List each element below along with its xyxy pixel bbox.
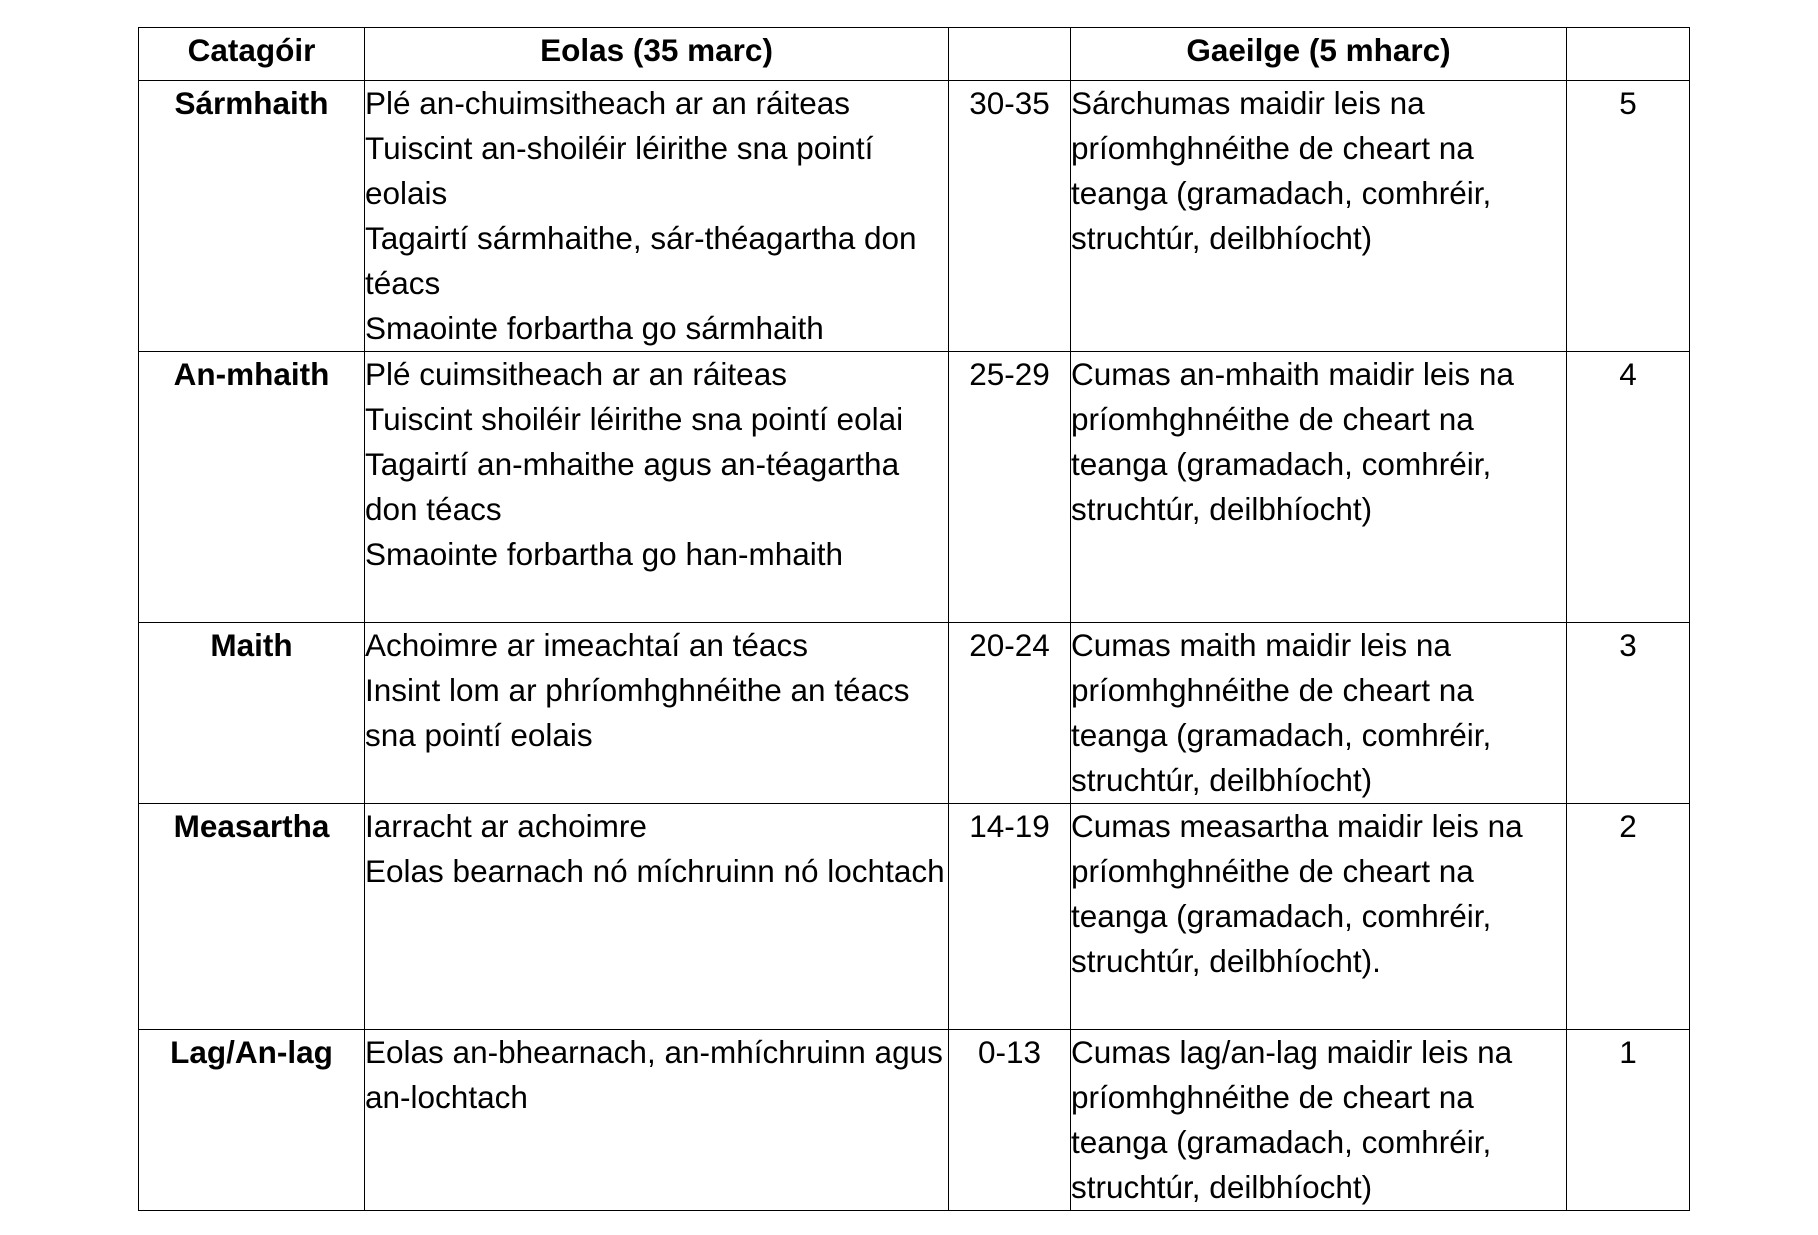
eolas-line: Eolas bearnach nó míchruinn nó lochtach [365, 853, 945, 889]
score-cell: 4 [1567, 352, 1690, 623]
category-cell: Lag/An-lag [139, 1030, 365, 1211]
header-score [1567, 28, 1690, 81]
category-cell: Maith [139, 623, 365, 804]
eolas-line: Plé cuimsitheach ar an ráiteas [365, 356, 787, 392]
eolas-line: Eolas an-bhearnach, an-mhíchruinn agus an-lochtach [365, 1034, 943, 1115]
eolas-cell [365, 1030, 949, 1211]
eolas-line: Smaointe forbartha go sármhaith [365, 310, 824, 346]
score-cell: 3 [1567, 623, 1690, 804]
table-row [139, 352, 1690, 623]
table-row [139, 1030, 1690, 1211]
eolas-line: Iarracht ar achoimre [365, 808, 647, 844]
eolas-line: Achoimre ar imeachtaí an téacs [365, 627, 808, 663]
header-gaeilge: Gaeilge (5 mharc) [1071, 28, 1567, 81]
eolas-cell [365, 352, 949, 623]
header-category: Catagóir [139, 28, 365, 81]
gaeilge-cell: Cumas an-mhaith maidir leis na príomhghnéithe de cheart na teanga (gramadach, comhréir, struchtúr, deilbhíocht) [1071, 352, 1567, 623]
eolas-cell [365, 623, 949, 804]
header-range [949, 28, 1071, 81]
gaeilge-cell: Cumas lag/an-lag maidir leis na príomhghnéithe de cheart na teanga (gramadach, comhréir, struchtúr, deilbhíocht) [1071, 1030, 1567, 1211]
category-cell: Measartha [139, 804, 365, 1030]
eolas-cell [365, 81, 949, 352]
range-cell: 0-13 [949, 1030, 1071, 1211]
table-row [139, 81, 1690, 352]
gaeilge-cell: Cumas measartha maidir leis na príomhghnéithe de cheart na teanga (gramadach, comhréir, struchtúr, deilbhíocht). [1071, 804, 1567, 1030]
category-cell: An-mhaith [139, 352, 365, 623]
header-row [139, 28, 1690, 81]
category-cell: Sármhaith [139, 81, 365, 352]
range-cell: 14-19 [949, 804, 1071, 1030]
eolas-line: Tagairtí sármhaithe, sár-théagartha don téacs [365, 220, 917, 301]
eolas-line: Tuiscint shoiléir léirithe sna pointí eolai [365, 401, 904, 437]
range-cell: 30-35 [949, 81, 1071, 352]
score-cell: 1 [1567, 1030, 1690, 1211]
header-eolas: Eolas (35 marc) [365, 28, 949, 81]
range-cell: 20-24 [949, 623, 1071, 804]
score-cell: 2 [1567, 804, 1690, 1030]
gaeilge-cell: Cumas maith maidir leis na príomhghnéithe de cheart na teanga (gramadach, comhréir, struchtúr, deilbhíocht) [1071, 623, 1567, 804]
eolas-cell [365, 804, 949, 1030]
eolas-line: Tagairtí an-mhaithe agus an-téagartha don téacs [365, 446, 900, 527]
score-cell: 5 [1567, 81, 1690, 352]
eolas-line: Smaointe forbartha go han-mhaith [365, 536, 844, 572]
table-row [139, 804, 1690, 1030]
table-row [139, 623, 1690, 804]
gaeilge-cell: Sárchumas maidir leis na príomhghnéithe de cheart na teanga (gramadach, comhréir, struchtúr, deilbhíocht) [1071, 81, 1567, 352]
eolas-line: Tuiscint an-shoiléir léirithe sna pointí eolais [365, 130, 874, 211]
eolas-line: Plé an-chuimsitheach ar an ráiteas [365, 85, 851, 121]
marking-rubric-table [138, 27, 1690, 1211]
eolas-line: Insint lom ar phríomhghnéithe an téacs sna pointí eolais [365, 672, 910, 753]
range-cell: 25-29 [949, 352, 1071, 623]
